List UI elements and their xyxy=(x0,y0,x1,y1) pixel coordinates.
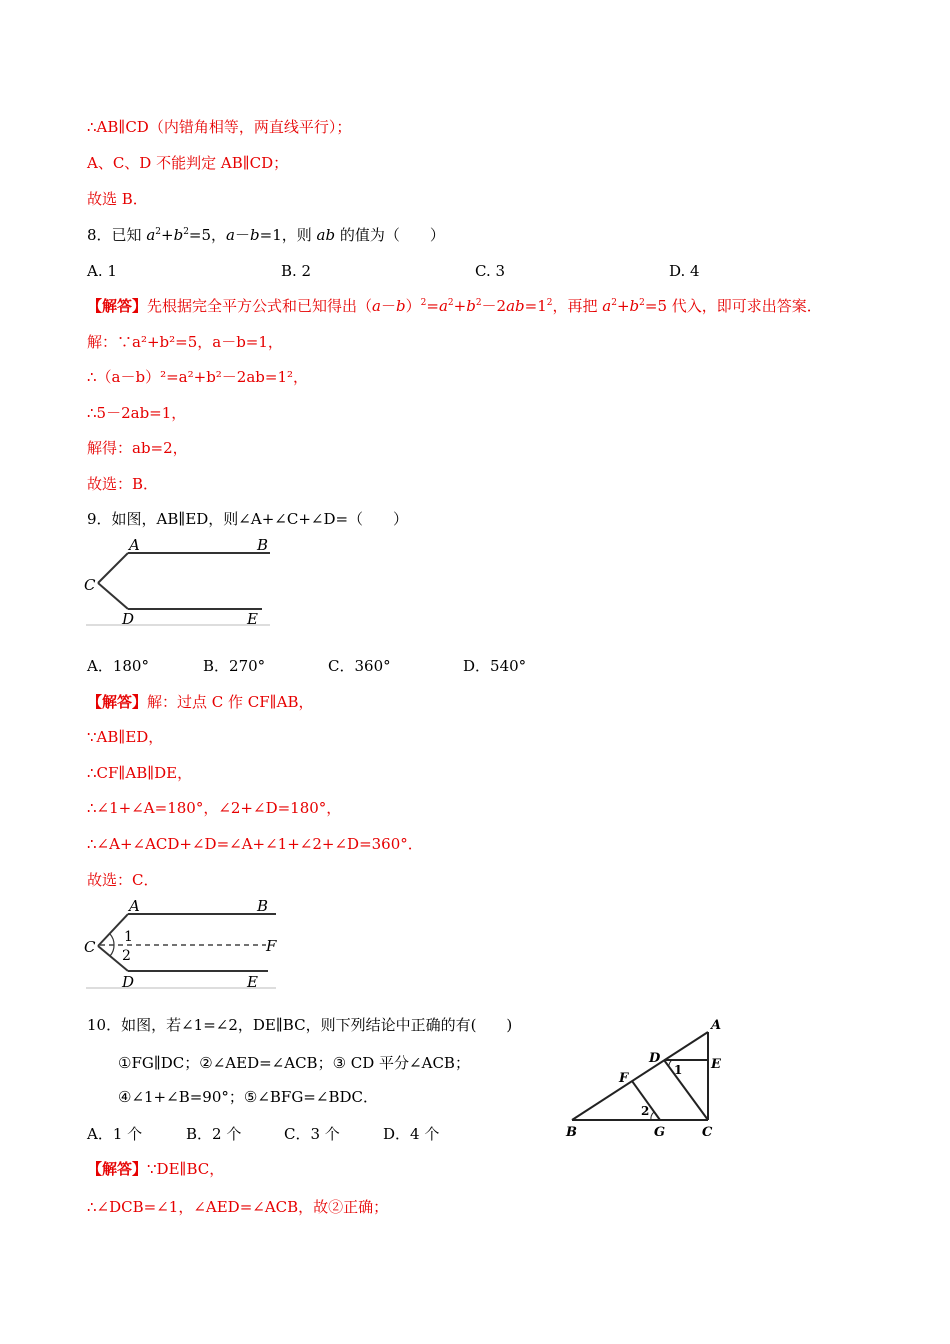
q8-step-1: 解：∵a²+b²=5，a－b=1， xyxy=(87,333,283,351)
q9-option-d: D．540° xyxy=(463,657,527,675)
q10-conclusions-2: ④∠1+∠B=90°；⑤∠BFG=∠BDC． xyxy=(118,1088,378,1106)
fig9s-label-a: A xyxy=(129,897,140,915)
fig9s-label-d: D xyxy=(122,973,135,991)
q9-option-b: B．270° xyxy=(203,657,266,675)
fig9s-label-c: C xyxy=(84,938,96,956)
q9-step-5: 故选：C． xyxy=(87,871,159,889)
q9-step-2: ∴CF∥AB∥DE， xyxy=(87,764,193,782)
fig10-label-e: E xyxy=(711,1057,721,1072)
q8-option-a: A. 1 xyxy=(87,262,117,280)
q8-option-b: B. 2 xyxy=(281,262,312,280)
figure-9-solution xyxy=(84,895,284,990)
line-not-parallel: A、C、D 不能判定 AB∥CD； xyxy=(87,154,289,172)
q8-option-c: C. 3 xyxy=(475,262,506,280)
fig10-label-d: D xyxy=(649,1051,661,1066)
question-9: 9．如图，AB∥ED，则∠A+∠C+∠D=（ ） xyxy=(87,510,409,528)
fig10-label-g: G xyxy=(654,1125,666,1140)
q9-answer: 【解答】解：过点 C 作 CF∥AB， xyxy=(87,693,314,711)
q9-option-a: A．180° xyxy=(87,657,149,675)
q8-step-4: 解得：ab=2， xyxy=(87,439,188,457)
figure-9 xyxy=(84,535,284,630)
line-choose-b: 故选 B． xyxy=(87,190,148,208)
fig10-angle-2: 2 xyxy=(641,1104,650,1118)
fig10-label-a: A xyxy=(711,1018,722,1033)
q8-option-d: D. 4 xyxy=(669,262,700,280)
question-10: 10．如图，若∠1=∠2，DE∥BC，则下列结论中正确的有( ) xyxy=(87,1016,513,1034)
q10-option-b: B．2 个 xyxy=(186,1125,242,1143)
fig9s-label-b: B xyxy=(257,897,269,915)
q10-conclusions-1: ①FG∥DC；②∠AED=∠ACB；③ CD 平分∠ACB； xyxy=(118,1054,470,1072)
fig9-label-b: B xyxy=(257,536,269,554)
q10-step-1: ∴∠DCB=∠1，∠AED=∠ACB，故②正确； xyxy=(87,1198,389,1216)
q9-step-4: ∴∠A+∠ACD+∠D=∠A+∠1+∠2+∠D=360°． xyxy=(87,835,423,853)
line-conclusion: ∴AB∥CD（内错角相等，两直线平行）； xyxy=(87,118,352,136)
q9-step-3: ∴∠1+∠A=180°，∠2+∠D=180°， xyxy=(87,799,342,817)
q9-option-c: C．360° xyxy=(328,657,391,675)
q8-answer: 【解答】先根据完全平方公式和已知得出$(a-b)^2=a^2+b^2-2ab=1^2$，再把 $a^2+b^2=5$ 代入，即可求出答案． xyxy=(87,297,822,315)
fig9-label-e: E xyxy=(247,610,258,628)
q10-option-a: A．1 个 xyxy=(87,1125,143,1143)
q10-option-d: D．4 个 xyxy=(383,1125,440,1143)
q8-step-3: ∴5－2ab=1， xyxy=(87,404,187,422)
q8-step-5: 故选：B． xyxy=(87,475,159,493)
question-8: 8．已知 $a^2+b^2=5$，a－b=1，则 ab 的值为（ ） xyxy=(87,226,445,244)
fig9-label-d: D xyxy=(122,610,135,628)
fig10-angle-1: 1 xyxy=(674,1063,683,1077)
fig9s-label-e: E xyxy=(247,973,258,991)
figure-10 xyxy=(560,1012,740,1142)
q10-answer: 【解答】∵DE∥BC， xyxy=(87,1160,225,1178)
fig10-label-c: C xyxy=(702,1125,713,1140)
fig9-label-a: A xyxy=(129,536,140,554)
fig9-label-c: C xyxy=(84,576,96,594)
fig10-label-b: B xyxy=(566,1125,577,1140)
q8-step-2: ∴（a－b）²=a²+b²－2ab=1²， xyxy=(87,368,309,386)
q9-step-1: ∵AB∥ED， xyxy=(87,728,164,746)
fig9s-angle-2: 2 xyxy=(122,948,131,964)
q10-option-c: C．3 个 xyxy=(284,1125,340,1143)
fig10-label-f: F xyxy=(619,1071,629,1086)
fig9s-angle-1: 1 xyxy=(124,929,133,945)
fig9s-label-f: F xyxy=(266,937,277,955)
